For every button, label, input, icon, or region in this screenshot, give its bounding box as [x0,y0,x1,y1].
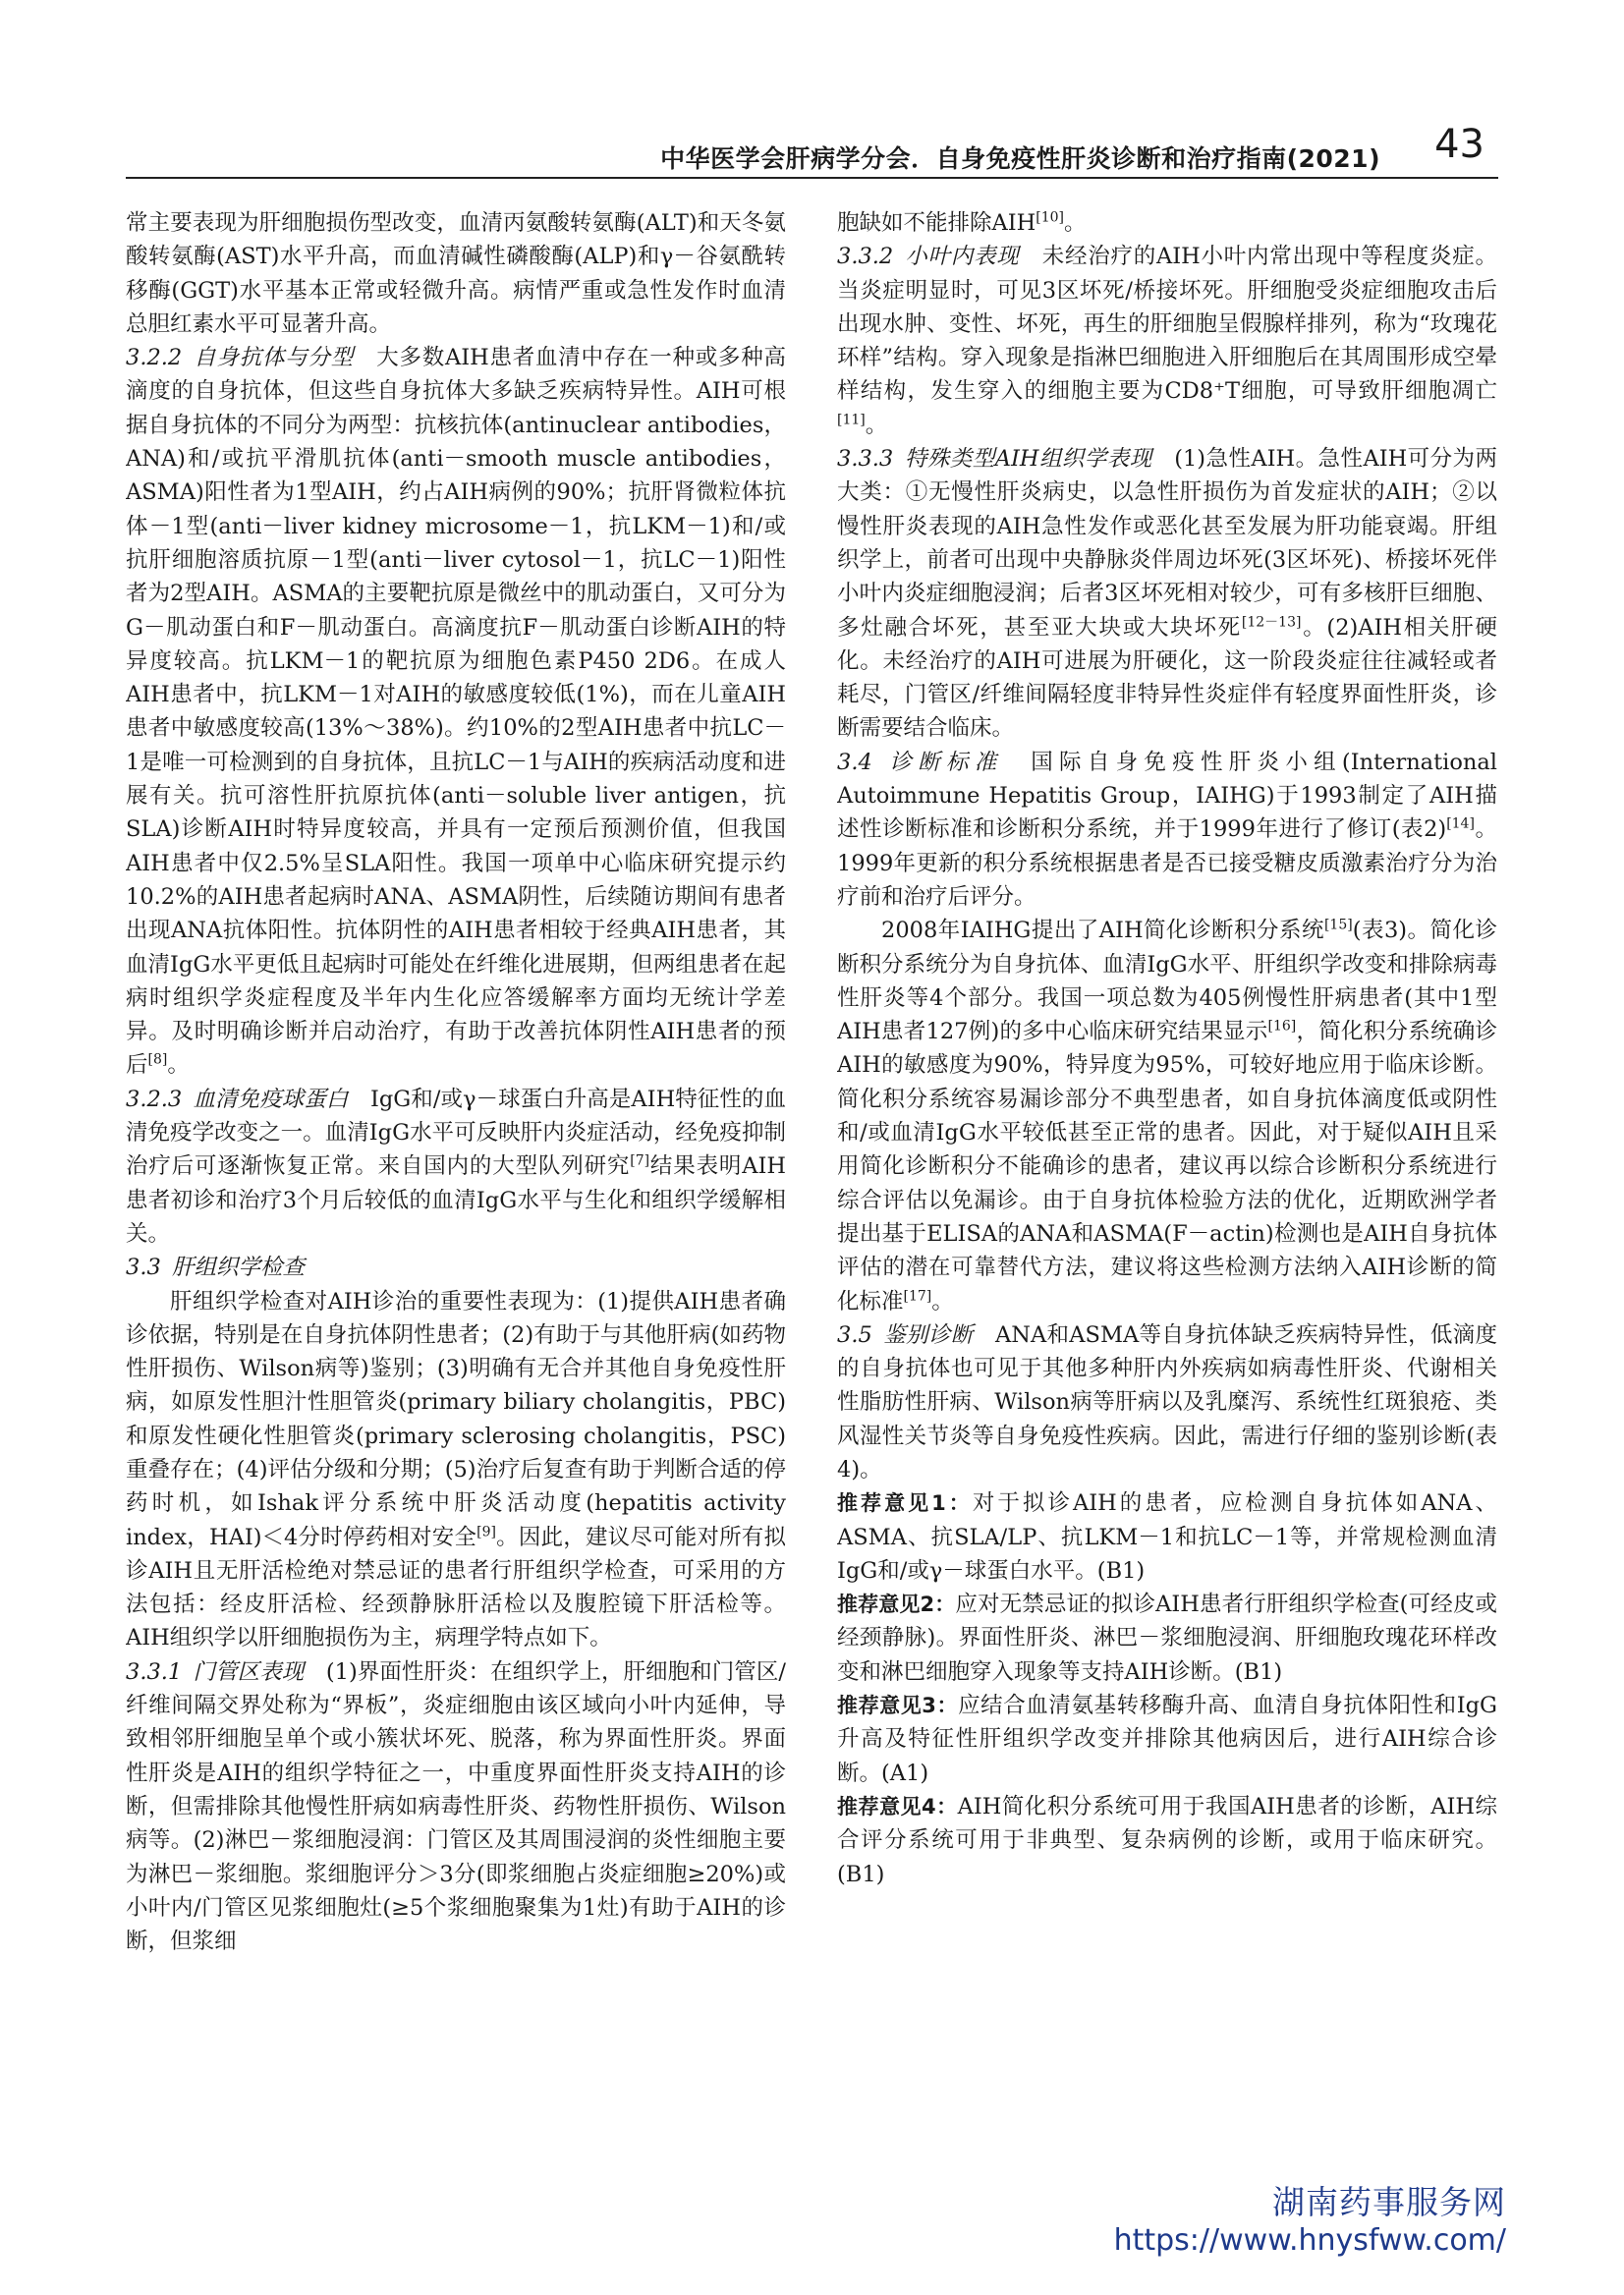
paragraph-text: 。 [931,1288,954,1315]
recommendation [837,1486,1497,1588]
section-title: 门管区表现 [193,1658,305,1685]
recommendation-label: 推荐意见1： [837,1491,973,1516]
section-paragraph [837,746,1497,914]
section-number: 3.4 [837,749,872,775]
paragraph-text: 。因此，建议尽可能对所有拟诊AIH且无肝活检绝对禁忌证的患者行肝组织学检查，可采用的方法包括：经皮肝活检、经颈静脉肝活检以及腹腔镜下肝活检等。AIH组织学以肝细胞损伤为主，病理学特点如下。 [126,1524,786,1651]
section-title: 血清免疫球蛋白 [193,1086,349,1112]
paragraph-text: 大多数AIH患者血清中存在一种或多种高滴度的自身抗体，但这些自身抗体大多缺乏疾病特异性。AIH可根据自身抗体的不同分为两型：抗核抗体(antinuclear antibodies，ANA)和/或抗平滑肌抗体(anti－smooth muscle antibodies，ASMA)阳性者为1型AIH，约占AIH病例的90%；抗肝肾微粒体抗体－1型(anti－liver kidney microsome－1，抗LKM－1)和/或抗肝细胞溶质抗原－1型(anti－liver cytosol－1，抗LC－1)阳性者为2型AIH。ASMA的主要靶抗原是微丝中的肌动蛋白，又可分为G－肌动蛋白和F－肌动蛋白。高滴度抗F－肌动蛋白诊断AIH的特异度较高。抗LKM－1的靶抗原为细胞色素P450 2D6。在成人AIH患者中，抗LKM－1对AIH的敏感度较低(1%)，而在儿童AIH患者中敏感度较高(13%～38%)。约10%的2型AIH患者中抗LC－1是唯一可检测到的自身抗体，且抗LC－1与AIH的疾病活动度和进展有关。抗可溶性肝抗原抗体(anti－soluble liver antigen，抗SLA)诊断AIH时特异度较高，并具有一定预后预测价值，但我国AIH患者中仅2.5%呈SLA阳性。我国一项单中心临床研究提示约10.2%的AIH患者起病时ANA、ASMA阴性，后续随访期间有患者出现ANA抗体阳性。抗体阴性的AIH患者相较于经典AIH患者，其血清IgG水平更低且起病时可能处在纤维化进展期，但两组患者在起病时组织学炎症程度及半年内生化应答缓解率方面均无统计学差异。及时明确诊断并启动治疗，有助于改善抗体阴性AIH患者的预后 [126,345,786,1079]
page-number: 43 [1434,122,1484,167]
paragraph-text: 国际自身免疫性肝炎小组(International Autoimmune Hepatitis Group，IAIHG)于1993制定了AIH描述性诊断标准和诊断积分系统，并于1999年进行了修订(表2) [837,749,1497,843]
section-number: 3.2.2 [126,345,183,371]
paragraph-text: 2008年IAIHG提出了AIH简化诊断积分系统 [881,918,1324,944]
section-heading [126,1251,786,1284]
section-paragraph [837,442,1497,746]
paragraph-text: 。 [1064,210,1087,236]
section-title: 小叶内表现 [904,244,1020,270]
paragraph-text: ANA和ASMA等自身抗体缺乏疾病特异性，低滴度的自身抗体也可见于其他多种肝内外疾病如病毒性肝炎、代谢相关性脂肪性肝病、Wilson病等肝病以及乳糜泻、系统性红斑狼疮、类风湿性关节炎等自身免疫性疾病。因此，需进行仔细的鉴别诊断(表4)。 [837,1321,1497,1483]
watermark [1114,2177,1506,2258]
paragraph-text: 。1999年更新的积分系统根据患者是否已接受糖皮质激素治疗分为治疗前和治疗后评分。 [837,816,1497,910]
citation-ref: [7] [630,1152,650,1169]
section-title: 肝组织学检查 [172,1255,306,1281]
paragraph [837,206,1497,240]
section-paragraph [126,1655,786,1959]
citation-ref: [16] [1267,1018,1297,1035]
section-paragraph [126,341,786,1083]
paragraph-text: 应对无禁忌证的拟诊AIH患者行肝组织学检查(可经皮或经颈静脉)。界面性肝炎、淋巴－浆细胞浸润、肝细胞玫瑰花环样改变和淋巴细胞穿入现象等支持AIH诊断。(B1) [837,1592,1497,1685]
paragraph-text: AIH简化积分系统可用于我国AIH患者的诊断，AIH综合评分系统可用于非典型、复杂病例的诊断，或用于临床研究。(B1) [837,1793,1497,1887]
recommendation-label: 推荐意见4： [837,1794,958,1819]
paragraph-text: 对于拟诊AIH的患者，应检测自身抗体如ANA、ASMA、抗SLA/LP、抗LKM－1和抗LC－1等，并常规检测血清IgG和/或γ－球蛋白水平。(B1) [837,1490,1497,1584]
recommendation [837,1588,1497,1689]
recommendation-label: 推荐意见3： [837,1694,959,1718]
paragraph-text: (表3)。简化诊断积分系统分为自身抗体、血清IgG水平、肝组织学改变和排除病毒性肝炎等4个部分。我国一项总数为405例慢性肝病患者(其中1型AIH患者127例)的多中心临床研究结果显示 [837,918,1497,1045]
section-number: 3.2.3 [126,1086,183,1112]
paragraph-text: 。 [865,412,888,438]
citation-ref: [10] [1036,209,1065,226]
running-title: 中华医学会肝病学分会．自身免疫性肝炎诊断和治疗指南(2021) [660,144,1380,173]
section-paragraph [837,240,1497,442]
section-paragraph [837,1318,1497,1486]
paragraph-text: IgG和/或γ－球蛋白升高是AIH特征性的血清免疫学改变之一。血清IgG水平可反映肝内炎症活动，经免疫抑制治疗后可逐渐恢复正常。来自国内的大型队列研究 [126,1086,786,1180]
section-title: 诊断标准 [883,749,1003,775]
paragraph-text: 常主要表现为肝细胞损伤型改变，血清丙氨酸转氨酶(ALT)和天冬氨酸转氨酶(AST)水平升高，而血清碱性磷酸酶(ALP)和γ－谷氨酰转移酶(GGT)水平基本正常或轻微升高。病情严重或急性发作时血清总胆红素水平可显著升高。 [126,210,786,337]
paragraph-text: 胞缺如不能排除AIH [837,210,1036,236]
recommendation-label: 推荐意见2： [837,1593,956,1617]
left-column [126,206,786,2093]
paragraph [126,1285,786,1655]
citation-ref: [14] [1446,815,1475,832]
watermark-site-name: 湖南药事服务网 [1272,2183,1506,2221]
section-number: 3.3.1 [126,1658,183,1685]
paragraph-text: (1)界面性肝炎：在组织学上，肝细胞和门管区/纤维间隔交界处称为“界板”，炎症细胞由该区域向小叶内延伸，导致相邻肝细胞呈单个或小簇状坏死、脱落，称为界面性肝炎。界面性肝炎是AIH的组织学特征之一，中重度界面性肝炎支持AIH的诊断，但需排除其他慢性肝病如病毒性肝炎、药物性肝损伤、Wilson病等。(2)淋巴－浆细胞浸润：门管区及其周围浸润的炎性细胞主要为淋巴－浆细胞。浆细胞评分＞3分(即浆细胞占炎症细胞≥20%)或小叶内/门管区见浆细胞灶(≥5个浆细胞聚集为1灶)有助于AIH的诊断，但浆细 [126,1658,786,1955]
section-number: 3.3.2 [837,244,894,270]
section-number: 3.3.3 [837,446,894,473]
section-paragraph [126,1083,786,1251]
section-title: 特殊类型AIH组织学表现 [904,446,1152,473]
citation-ref: [9] [476,1524,496,1540]
paragraph-text: 应结合血清氨基转移酶升高、血清自身抗体阳性和IgG升高及特征性肝组织学改变并排除其他病因后，进行AIH综合诊断。(A1) [837,1693,1497,1786]
citation-ref: [17] [903,1288,932,1304]
section-title: 鉴别诊断 [883,1321,974,1348]
right-column [837,206,1497,2132]
section-title: 自身抗体与分型 [193,345,354,371]
section-number: 3.3 [126,1255,161,1281]
citation-ref: [15] [1323,917,1353,933]
running-header [126,122,1498,179]
paragraph [837,914,1497,1318]
paragraph-text: ，简化积分系统确诊AIH的敏感度为90%，特异度为95%，可较好地应用于临床诊断。简化积分系统容易漏诊部分不典型患者，如自身抗体滴度低或阴性和/或血清IgG水平较低甚至正常的患者。因此，对于疑似AIH且采用简化诊断积分不能确诊的患者，建议再以综合诊断积分系统进行综合评估以免漏诊。由于自身抗体检验方法的优化，近期欧洲学者提出基于ELISA的ANA和ASMA(F－actin)检测也是AIH自身抗体评估的潜在可靠替代方法，建议将这些检测方法纳入AIH诊断的简化标准 [837,1019,1497,1315]
paragraph-text: 。(2)AIH相关肝硬化。未经治疗的AIH可进展为肝硬化，这一阶段炎症往往减轻或者耗尽，门管区/纤维间隔轻度非特异性炎症伴有轻度界面性肝炎，诊断需要结合临床。 [837,614,1497,742]
paragraph-text: 结果表明AIH患者初诊和治疗3个月后较低的血清IgG水平与生化和组织学缓解相关。 [126,1153,786,1247]
paragraph-text: 。 [167,1052,190,1079]
paragraph-text: 肝组织学检查对AIH诊治的重要性表现为：(1)提供AIH患者确诊依据，特别是在自身抗体阴性患者；(2)有助于与其他肝病(如药物性肝损伤、Wilson病等)鉴别；(3)明确有无合并其他自身免疫性肝病，如原发性胆汁性胆管炎(primary biliary cholangitis，PBC)和原发性硬化性胆管炎(primary sclerosing cholangitis，PSC)重叠存在；(4)评估分级和分期；(5)治疗后复查有助于判断合适的停药时机，如Ishak评分系统中肝炎活动度(hepatitis activity index，HAI)＜4分时停药相对安全 [126,1288,786,1550]
paragraph-text: (1)急性AIH。急性AIH可分为两大类：①无慢性肝炎病史，以急性肝损伤为首发症状的AIH；②以慢性肝炎表现的AIH急性发作或恶化甚至发展为肝功能衰竭。肝组织学上，前者可出现中央静脉炎伴周边坏死(3区坏死)、桥接坏死伴小叶内炎症细胞浸润；后者3区坏死相对较少，可有多核肝巨细胞、多灶融合坏死，甚至亚大块或大块坏死 [837,446,1497,641]
paragraph-text: 未经治疗的AIH小叶内常出现中等程度炎症。当炎症明显时，可见3区坏死/桥接坏死。肝细胞受炎症细胞攻击后出现水肿、变性、坏死，再生的肝细胞呈假腺样排列，称为“玫瑰花环样”结构。穿入现象是指淋巴细胞进入肝细胞后在其周围形成空晕样结构，发生穿入的细胞主要为CD8⁺T细胞，可导致肝细胞凋亡 [837,244,1497,405]
section-number: 3.5 [837,1321,872,1348]
recommendation [837,1790,1497,1891]
recommendation [837,1689,1497,1790]
citation-ref: [11] [837,412,866,428]
watermark-url: https://www.hnysfww.com/ [1113,2223,1506,2258]
citation-ref: [8] [147,1051,168,1068]
citation-ref: [12－13] [1241,614,1302,631]
paragraph [126,206,786,341]
